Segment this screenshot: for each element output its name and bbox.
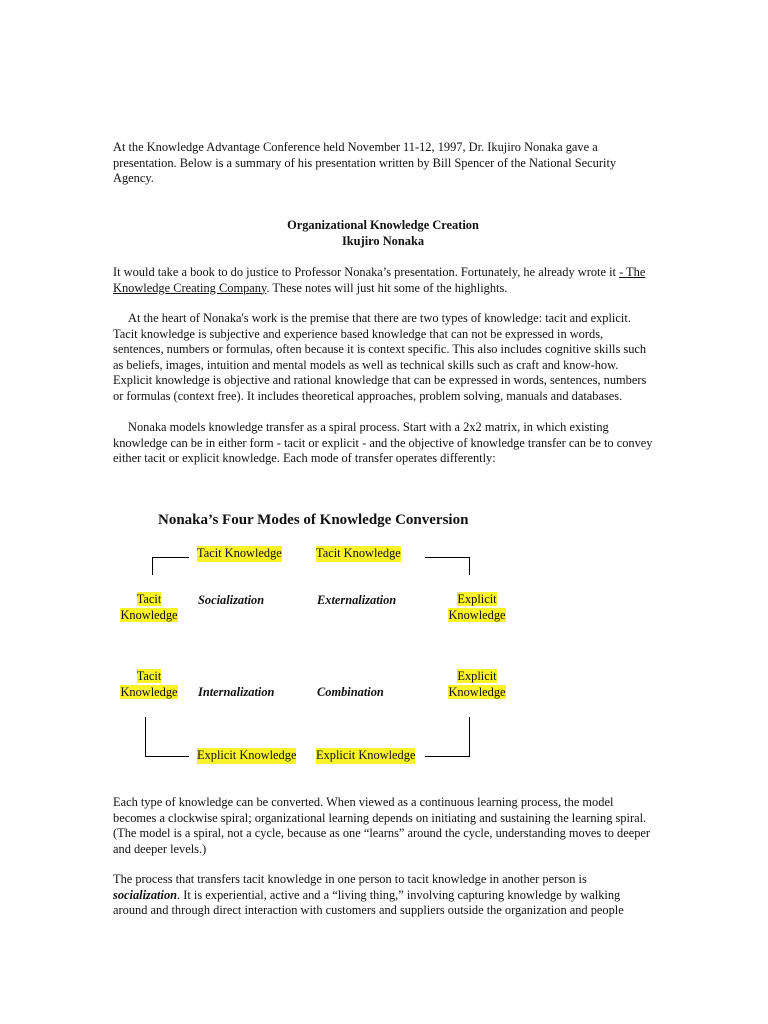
convert-paragraph: Each type of knowledge can be converted. When viewed as a continuous learning process, the model becomes a clockwise spiral; organizational learning depends on initiating and sustaining the learning spiral. (The model is a spiral, not a cycle, because as one “learns” around the cycle, understanding moves to deeper and deeper levels.) <box>113 795 651 856</box>
book-paragraph <box>113 265 653 296</box>
socialization-term: socialization <box>113 887 178 902</box>
right-lower-label: Explicit Knowledge <box>448 669 506 699</box>
bottom-left-label: Explicit Knowledge <box>197 748 297 762</box>
connector-top-left-h <box>152 557 189 558</box>
book-title-link[interactable]: - The Knowledge Creating Company <box>113 265 646 295</box>
right-upper-label: Explicit Knowledge <box>448 592 506 622</box>
spiral-paragraph: Nonaka models knowledge transfer as a spiral process. Start with a 2x2 matrix, in which existing knowledge can be in either form - tacit or explicit - and the objective of knowledge transfer can be to convey either tacit or explicit knowledge. Each mode of transfer operates differently: <box>113 420 653 466</box>
mode-internalization: Internalization <box>198 685 275 699</box>
connector-bottom-left-h <box>145 756 189 757</box>
socialization-paragraph <box>113 872 653 919</box>
connector-top-right-h <box>425 557 470 558</box>
left-upper-label: Tacit Knowledge <box>120 592 178 622</box>
page-title <box>113 218 653 249</box>
connector-top-right-v <box>469 557 470 575</box>
mode-combination: Combination <box>317 685 384 699</box>
top-right-label: Tacit Knowledge <box>316 546 401 560</box>
social-text-before: The process that transfers tacit knowledge in one person to tacit knowledge in another person is <box>113 872 587 886</box>
mode-externalization: Externalization <box>317 593 397 607</box>
heart-paragraph: At the heart of Nonaka's work is the premise that there are two types of knowledge: tacit and explicit. Tacit knowledge is subjective and experience based knowledge that can not be expressed in words, sentences, numbers or formulas, often because it is context specific. This also includes cognitive skills such as beliefs, images, intuition and mental models as well as technical skills such as craft and know-how. Explicit knowledge is objective and rational knowledge that can be expressed in words, sentences, numbers or formulas (context free). It includes theoretical approaches, problem solving, manuals and databases. <box>113 311 647 403</box>
mode-socialization: Socialization <box>198 593 265 607</box>
bottom-right-label: Explicit Knowledge <box>316 748 416 762</box>
intro-paragraph: At the Knowledge Advantage Conference held November 11-12, 1997, Dr. Ikujiro Nonaka gave a presentation. Below is a summary of his presentation written by Bill Spencer of the National Security Agency. <box>113 140 617 186</box>
diagram-title: Nonaka’s Four Modes of Knowledge Conversion <box>158 512 469 528</box>
social-text-after: . It is experiential, active and a “living thing,” involving capturing knowledge by walking around and through direct interaction with customers and suppliers outside the organization and people <box>113 887 624 918</box>
connector-top-left-v <box>152 557 153 575</box>
author-line: Ikujiro Nonaka <box>341 233 425 248</box>
book-text-before: It would take a book to do justice to Professor Nonaka’s presentation. Fortunately, he already wrote it <box>113 265 620 279</box>
connector-bottom-left-v <box>145 717 146 757</box>
connector-bottom-right-v <box>469 717 470 757</box>
connector-bottom-right-h <box>425 756 470 757</box>
title-line: Organizational Knowledge Creation <box>287 218 479 232</box>
top-left-label: Tacit Knowledge <box>197 546 282 560</box>
book-text-after: . These notes will just hit some of the highlights. <box>266 280 508 295</box>
left-lower-label: Tacit Knowledge <box>120 669 178 699</box>
